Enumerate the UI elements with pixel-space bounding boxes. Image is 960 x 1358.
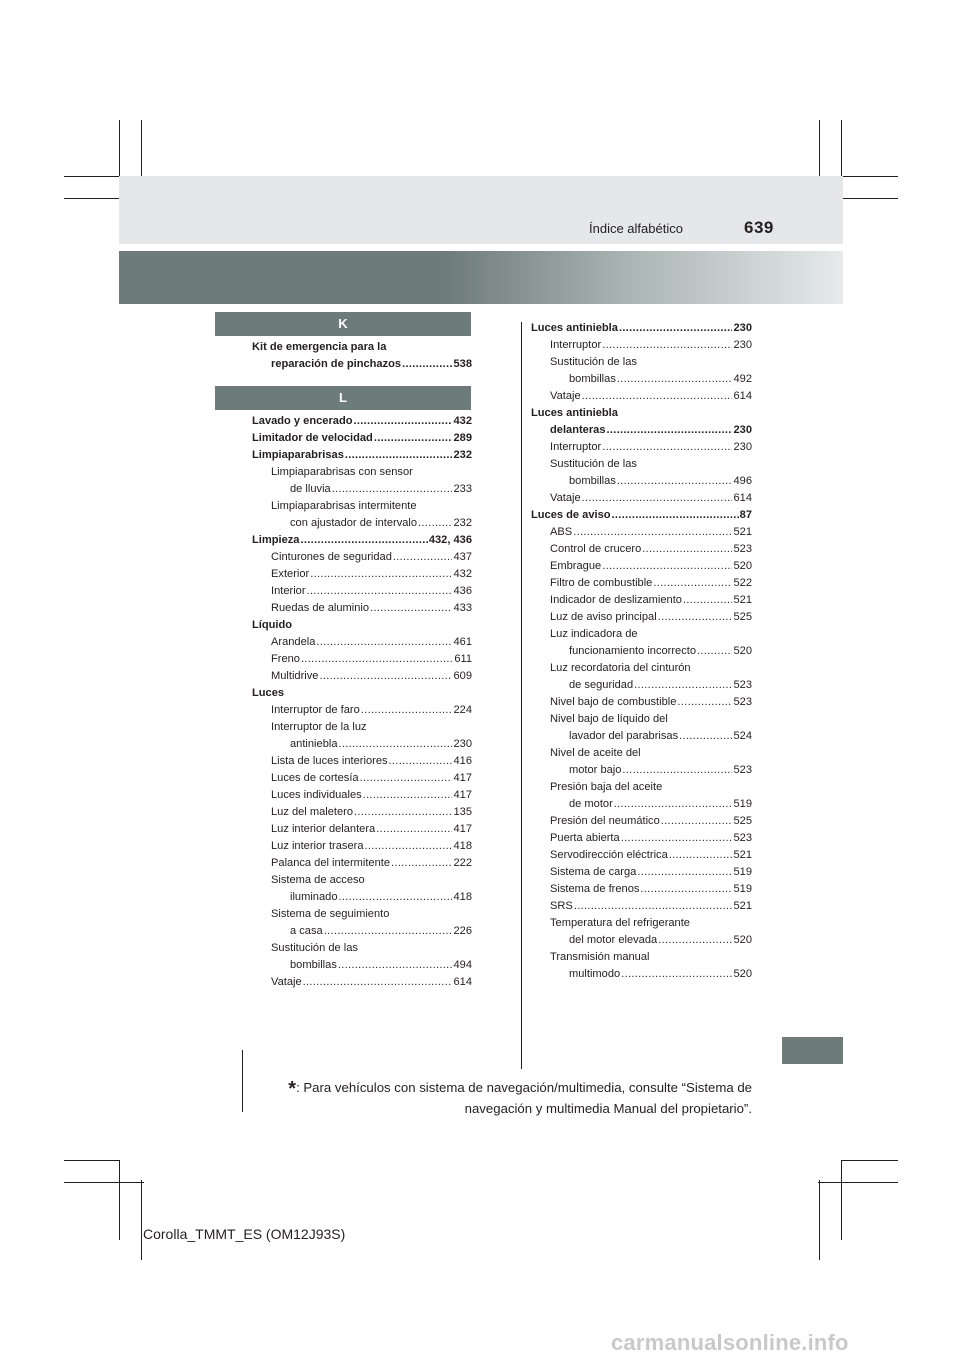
index-entry-page: 523 bbox=[733, 832, 752, 844]
index-entry-page: 230 bbox=[733, 441, 752, 453]
index-entry-text: Sustitución de las bbox=[271, 942, 358, 954]
dot-leader bbox=[642, 541, 732, 558]
dot-leader bbox=[418, 515, 452, 532]
index-entry-page: 525 bbox=[733, 611, 752, 623]
index-entry-page: 523 bbox=[733, 696, 752, 708]
dot-leader bbox=[316, 634, 452, 651]
footnote-asterisk: * bbox=[288, 1078, 297, 1100]
letter-heading-l: L bbox=[215, 386, 471, 410]
document-code: Corolla_TMMT_ES (OM12J93S) bbox=[143, 1226, 346, 1242]
index-entry bbox=[531, 609, 752, 626]
dot-leader bbox=[582, 490, 733, 507]
index-entry bbox=[531, 354, 752, 371]
index-entry-page: 222 bbox=[453, 857, 472, 869]
index-entry bbox=[252, 447, 472, 464]
dot-leader bbox=[661, 813, 733, 830]
index-entry bbox=[252, 838, 472, 855]
index-entry-page: 289 bbox=[453, 432, 472, 444]
index-entry bbox=[252, 855, 472, 872]
index-entry bbox=[531, 847, 752, 864]
index-entry bbox=[531, 592, 752, 609]
index-entry-page: 525 bbox=[733, 815, 752, 827]
dot-leader bbox=[634, 677, 732, 694]
dot-leader bbox=[376, 821, 452, 838]
index-entry bbox=[531, 694, 752, 711]
index-entry-page: 611 bbox=[454, 653, 472, 665]
index-entry bbox=[252, 804, 472, 821]
dot-leader bbox=[360, 770, 453, 787]
index-entry-text: Presión del neumático bbox=[550, 815, 660, 827]
dot-leader bbox=[679, 728, 732, 745]
index-entry-text: Luz del maletero bbox=[271, 806, 354, 818]
index-entry bbox=[531, 796, 752, 813]
index-entry bbox=[531, 473, 752, 490]
index-entry-text: Temperatura del refrigerante bbox=[550, 917, 690, 929]
dot-leader bbox=[637, 864, 732, 881]
index-entry-text: Servodirección eléctrica bbox=[550, 849, 668, 861]
index-entry-text: antiniebla bbox=[290, 738, 338, 750]
chapter-tab bbox=[782, 1037, 843, 1064]
crop-mark bbox=[842, 1160, 898, 1161]
index-entry bbox=[531, 405, 752, 422]
footnote-line-1: : Para vehículos con sistema de navegación/multimedia, consulte “Sistema de bbox=[296, 1080, 752, 1095]
dot-leader bbox=[640, 881, 732, 898]
index-entry bbox=[531, 881, 752, 898]
index-entry bbox=[531, 949, 752, 966]
index-entry-text: Palanca del intermitente bbox=[271, 857, 391, 869]
index-entry-text: Sistema de acceso bbox=[271, 874, 365, 886]
index-entry-text: motor bajo bbox=[569, 764, 622, 776]
dot-leader bbox=[319, 668, 452, 685]
dot-leader bbox=[697, 643, 732, 660]
index-entry bbox=[252, 549, 472, 566]
index-entry-text: Líquido bbox=[252, 619, 293, 631]
dot-leader bbox=[617, 371, 733, 388]
index-entry bbox=[531, 660, 752, 677]
index-entry bbox=[252, 515, 472, 532]
index-entry bbox=[252, 787, 472, 804]
index-entry-page: 609 bbox=[453, 670, 472, 682]
index-entry bbox=[531, 813, 752, 830]
dot-leader bbox=[303, 974, 453, 991]
index-entry-page: 437 bbox=[453, 551, 472, 563]
dot-leader bbox=[374, 430, 453, 447]
dot-leader bbox=[301, 651, 453, 668]
index-entry-page: 418 bbox=[453, 840, 472, 852]
page-number: 639 bbox=[744, 218, 774, 237]
index-entry bbox=[531, 422, 752, 439]
header-gradient-band bbox=[119, 251, 843, 304]
index-entry-text: Sistema de carga bbox=[550, 866, 637, 878]
index-entry bbox=[252, 872, 472, 889]
index-entry-text: Luces antiniebla bbox=[531, 322, 618, 334]
index-entry bbox=[252, 753, 472, 770]
dot-leader bbox=[607, 422, 733, 439]
dot-leader bbox=[621, 966, 732, 983]
dot-leader bbox=[612, 507, 739, 524]
index-entry-text: funcionamiento incorrecto bbox=[569, 645, 697, 657]
index-entry-page: 519 bbox=[733, 866, 752, 878]
index-entry-text: Sustitución de las bbox=[550, 458, 637, 470]
dot-leader bbox=[653, 575, 732, 592]
index-entry-page: 614 bbox=[733, 492, 752, 504]
index-entry bbox=[531, 864, 752, 881]
dot-leader bbox=[658, 609, 733, 626]
index-entry-text: Luces de cortesía bbox=[271, 772, 359, 784]
index-entry-text: Limpieza bbox=[252, 534, 300, 546]
dot-leader bbox=[574, 898, 733, 915]
index-entry-page: 521 bbox=[733, 526, 752, 538]
watermark: carmanualsonline.info bbox=[611, 1330, 849, 1355]
index-entry bbox=[252, 668, 472, 685]
dot-leader bbox=[573, 524, 732, 541]
index-entry-text: Embrague bbox=[550, 560, 602, 572]
index-entry-page: 87 bbox=[739, 509, 752, 521]
index-entry-text: Luces individuales bbox=[271, 789, 362, 801]
index-entry bbox=[531, 830, 752, 847]
index-entry bbox=[252, 634, 472, 651]
index-entry-text: Luz de aviso principal bbox=[550, 611, 657, 623]
index-entry bbox=[531, 643, 752, 660]
dot-leader bbox=[332, 481, 453, 498]
index-entry bbox=[531, 728, 752, 745]
index-entry-page: 135 bbox=[453, 806, 472, 818]
dot-leader bbox=[324, 923, 453, 940]
crop-mark bbox=[819, 1180, 820, 1260]
index-entry-page: 520 bbox=[733, 560, 752, 572]
index-entry-page: 418 bbox=[453, 891, 472, 903]
index-entry bbox=[531, 915, 752, 932]
index-entry-text: reparación de pinchazos bbox=[271, 358, 402, 370]
index-entry-text: Interruptor bbox=[550, 339, 602, 351]
index-entry bbox=[252, 600, 472, 617]
dot-leader bbox=[617, 473, 733, 490]
index-entry-text: Luces bbox=[252, 687, 285, 699]
index-entry-page: 232 bbox=[453, 517, 472, 529]
index-entry-text: Vataje bbox=[550, 492, 581, 504]
index-entry-text: Sistema de seguimiento bbox=[271, 908, 390, 920]
index-entry-text: Luz interior trasera bbox=[271, 840, 364, 852]
dot-leader bbox=[669, 847, 733, 864]
letter-heading-k: K bbox=[215, 312, 471, 336]
index-entry-text: Lavado y encerado bbox=[252, 415, 353, 427]
header-bar bbox=[119, 176, 843, 244]
crop-mark bbox=[119, 1160, 120, 1240]
dot-leader bbox=[582, 388, 733, 405]
index-entry-page: 614 bbox=[453, 976, 472, 988]
index-entry bbox=[531, 762, 752, 779]
dot-leader bbox=[621, 830, 733, 847]
index-entry-text: Puerta abierta bbox=[550, 832, 620, 844]
index-entry-text: Transmisión manual bbox=[550, 951, 650, 963]
dot-leader bbox=[338, 889, 452, 906]
dot-leader bbox=[361, 702, 453, 719]
index-entry-text: Nivel bajo de líquido del bbox=[550, 713, 668, 725]
index-entry bbox=[531, 745, 752, 762]
index-entry bbox=[531, 439, 752, 456]
index-entry-page: 614 bbox=[733, 390, 752, 402]
index-entry-text: Limpiaparabrisas intermitente bbox=[271, 500, 417, 512]
dot-leader bbox=[339, 736, 453, 753]
index-entry-page: 520 bbox=[733, 645, 752, 657]
index-entry bbox=[252, 702, 472, 719]
dot-leader bbox=[602, 439, 732, 456]
index-entry-page: 523 bbox=[733, 543, 752, 555]
index-entry-text: de lluvia bbox=[290, 483, 331, 495]
index-entry bbox=[252, 339, 472, 356]
index-entry-text: de motor bbox=[569, 798, 613, 810]
index-entry-page: 230 bbox=[733, 339, 752, 351]
dot-leader bbox=[677, 694, 732, 711]
index-entry bbox=[252, 464, 472, 481]
index-entry-page: 461 bbox=[453, 636, 472, 648]
index-column-right bbox=[531, 320, 752, 983]
index-entry-text: Luz interior delantera bbox=[271, 823, 376, 835]
index-entry-text: Kit de emergencia para la bbox=[252, 341, 387, 353]
index-entry-page: 523 bbox=[733, 764, 752, 776]
index-entry bbox=[531, 388, 752, 405]
index-entry-text: Control de crucero bbox=[550, 543, 642, 555]
index-entry-page: 521 bbox=[733, 900, 752, 912]
index-entry-text: Freno bbox=[271, 653, 300, 665]
index-entry bbox=[531, 320, 752, 337]
index-entry-page: 521 bbox=[733, 594, 752, 606]
index-entry-text: Ruedas de aluminio bbox=[271, 602, 370, 614]
index-entry bbox=[252, 430, 472, 447]
index-entry bbox=[252, 821, 472, 838]
index-entry bbox=[252, 651, 472, 668]
dot-leader bbox=[345, 447, 453, 464]
index-entry-text: Luces antiniebla bbox=[531, 407, 618, 419]
index-column-l bbox=[252, 413, 472, 991]
index-entry bbox=[531, 524, 752, 541]
index-entry-text: Presión baja del aceite bbox=[550, 781, 663, 793]
crop-mark bbox=[64, 1182, 144, 1183]
index-entry bbox=[531, 337, 752, 354]
index-entry bbox=[252, 617, 472, 634]
index-entry bbox=[252, 923, 472, 940]
index-entry-text: bombillas bbox=[569, 373, 616, 385]
dot-leader bbox=[393, 549, 453, 566]
index-entry-page: 520 bbox=[733, 968, 752, 980]
index-entry-page: 230 bbox=[453, 738, 472, 750]
index-entry bbox=[252, 736, 472, 753]
index-entry bbox=[252, 685, 472, 702]
index-entry-text: Exterior bbox=[271, 568, 310, 580]
index-entry bbox=[252, 889, 472, 906]
index-entry-page: 520 bbox=[733, 934, 752, 946]
dot-leader bbox=[370, 600, 452, 617]
index-entry-page: 523 bbox=[733, 679, 752, 691]
dot-leader bbox=[310, 566, 452, 583]
index-entry-text: SRS bbox=[550, 900, 573, 912]
index-entry bbox=[252, 481, 472, 498]
index-entry-page: 492 bbox=[733, 373, 752, 385]
index-entry-page: 224 bbox=[453, 704, 472, 716]
footnote bbox=[240, 1078, 752, 1119]
dot-leader bbox=[338, 957, 453, 974]
index-entry bbox=[252, 413, 472, 430]
crop-mark bbox=[64, 1160, 120, 1161]
index-entry-page: 496 bbox=[733, 475, 752, 487]
index-entry-page: 416 bbox=[453, 755, 472, 767]
index-entry bbox=[531, 966, 752, 983]
index-entry bbox=[252, 356, 472, 373]
dot-leader bbox=[622, 762, 732, 779]
index-entry-text: Filtro de combustible bbox=[550, 577, 653, 589]
index-entry-text: Nivel bajo de combustible bbox=[550, 696, 677, 708]
index-entry-page: 432, 436 bbox=[428, 534, 472, 546]
index-entry-text: bombillas bbox=[290, 959, 337, 971]
index-entry-page: 521 bbox=[733, 849, 752, 861]
index-entry-page: 230 bbox=[733, 424, 752, 436]
index-entry-page: 417 bbox=[453, 789, 472, 801]
index-entry-text: Limitador de velocidad bbox=[252, 432, 373, 444]
index-entry-text: Multidrive bbox=[271, 670, 319, 682]
crop-mark bbox=[141, 1180, 142, 1260]
index-entry-text: Luz indicadora de bbox=[550, 628, 638, 640]
index-entry-text: ABS bbox=[550, 526, 573, 538]
index-entry-text: bombillas bbox=[569, 475, 616, 487]
index-entry-text: Interruptor de la luz bbox=[271, 721, 367, 733]
index-entry-text: de seguridad bbox=[569, 679, 634, 691]
index-entry-page: 433 bbox=[453, 602, 472, 614]
index-entry-text: Limpiaparabrisas con sensor bbox=[271, 466, 413, 478]
index-entry-page: 233 bbox=[453, 483, 472, 495]
index-entry-text: delanteras bbox=[550, 424, 606, 436]
index-entry-page: 519 bbox=[733, 798, 752, 810]
index-entry-text: Luz recordatoria del cinturón bbox=[550, 662, 691, 674]
index-entry bbox=[252, 770, 472, 787]
index-entry-text: a casa bbox=[290, 925, 323, 937]
section-title: Índice alfabético bbox=[589, 221, 683, 236]
index-entry-text: Limpiaparabrisas bbox=[252, 449, 344, 461]
dot-leader bbox=[658, 932, 732, 949]
index-entry-page: 519 bbox=[733, 883, 752, 895]
index-entry-text: Interior bbox=[271, 585, 306, 597]
index-column-k bbox=[252, 339, 472, 373]
dot-leader bbox=[363, 787, 453, 804]
index-entry bbox=[531, 779, 752, 796]
dot-leader bbox=[307, 583, 453, 600]
index-entry-text: del motor elevada bbox=[569, 934, 658, 946]
index-entry-page: 226 bbox=[453, 925, 472, 937]
dot-leader bbox=[391, 855, 452, 872]
dot-leader bbox=[602, 337, 732, 354]
index-entry-text: Interruptor bbox=[550, 441, 602, 453]
index-entry bbox=[252, 974, 472, 991]
index-entry-text: Vataje bbox=[550, 390, 581, 402]
index-entry-text: Nivel de aceite del bbox=[550, 747, 641, 759]
index-entry bbox=[531, 558, 752, 575]
dot-leader bbox=[619, 320, 733, 337]
index-entry-text: Interruptor de faro bbox=[271, 704, 360, 716]
dot-leader bbox=[602, 558, 732, 575]
index-entry bbox=[252, 940, 472, 957]
index-entry-page: 522 bbox=[733, 577, 752, 589]
index-entry-text: Indicador de deslizamiento bbox=[550, 594, 682, 606]
index-entry-page: 524 bbox=[733, 730, 752, 742]
index-entry-text: con ajustador de intervalo bbox=[290, 517, 418, 529]
dot-leader bbox=[354, 413, 453, 430]
column-divider bbox=[521, 322, 522, 1069]
index-entry bbox=[531, 626, 752, 643]
index-entry bbox=[531, 541, 752, 558]
index-entry bbox=[252, 583, 472, 600]
crop-mark bbox=[818, 1182, 898, 1183]
index-entry-text: Lista de luces interiores bbox=[271, 755, 388, 767]
index-entry bbox=[252, 498, 472, 515]
dot-leader bbox=[300, 532, 427, 549]
index-entry-page: 230 bbox=[733, 322, 752, 334]
crop-mark bbox=[841, 1160, 842, 1240]
index-entry-text: Sistema de frenos bbox=[550, 883, 640, 895]
index-entry bbox=[531, 677, 752, 694]
index-entry bbox=[531, 371, 752, 388]
index-entry bbox=[252, 532, 472, 549]
dot-leader bbox=[614, 796, 733, 813]
index-entry-text: lavador del parabrisas bbox=[569, 730, 679, 742]
index-entry bbox=[252, 906, 472, 923]
index-entry bbox=[531, 490, 752, 507]
index-entry bbox=[252, 719, 472, 736]
index-entry-text: Cinturones de seguridad bbox=[271, 551, 392, 563]
index-entry-page: 232 bbox=[453, 449, 472, 461]
index-entry bbox=[252, 566, 472, 583]
index-entry-page: 417 bbox=[453, 823, 472, 835]
index-entry bbox=[531, 898, 752, 915]
index-entry bbox=[531, 711, 752, 728]
index-entry-page: 432 bbox=[453, 415, 472, 427]
index-entry bbox=[531, 507, 752, 524]
index-entry-page: 417 bbox=[453, 772, 472, 784]
dot-leader bbox=[402, 356, 452, 373]
dot-leader bbox=[354, 804, 452, 821]
index-entry-text: Luces de aviso bbox=[531, 509, 611, 521]
dot-leader bbox=[683, 592, 733, 609]
index-entry-text: Arandela bbox=[271, 636, 316, 648]
index-entry-text: Vataje bbox=[271, 976, 302, 988]
index-entry bbox=[252, 957, 472, 974]
dot-leader bbox=[389, 753, 453, 770]
dot-leader bbox=[365, 838, 453, 855]
index-entry-page: 494 bbox=[453, 959, 472, 971]
index-entry bbox=[531, 932, 752, 949]
index-entry bbox=[531, 456, 752, 473]
index-entry-page: 436 bbox=[453, 585, 472, 597]
index-entry-page: 538 bbox=[453, 358, 472, 370]
index-entry-text: multimodo bbox=[569, 968, 621, 980]
index-entry bbox=[531, 575, 752, 592]
index-entry-text: Sustitución de las bbox=[550, 356, 637, 368]
footnote-line-2: navegación y multimedia Manual del propietario”. bbox=[464, 1101, 752, 1116]
index-entry-text: iluminado bbox=[290, 891, 338, 903]
index-entry-page: 432 bbox=[453, 568, 472, 580]
